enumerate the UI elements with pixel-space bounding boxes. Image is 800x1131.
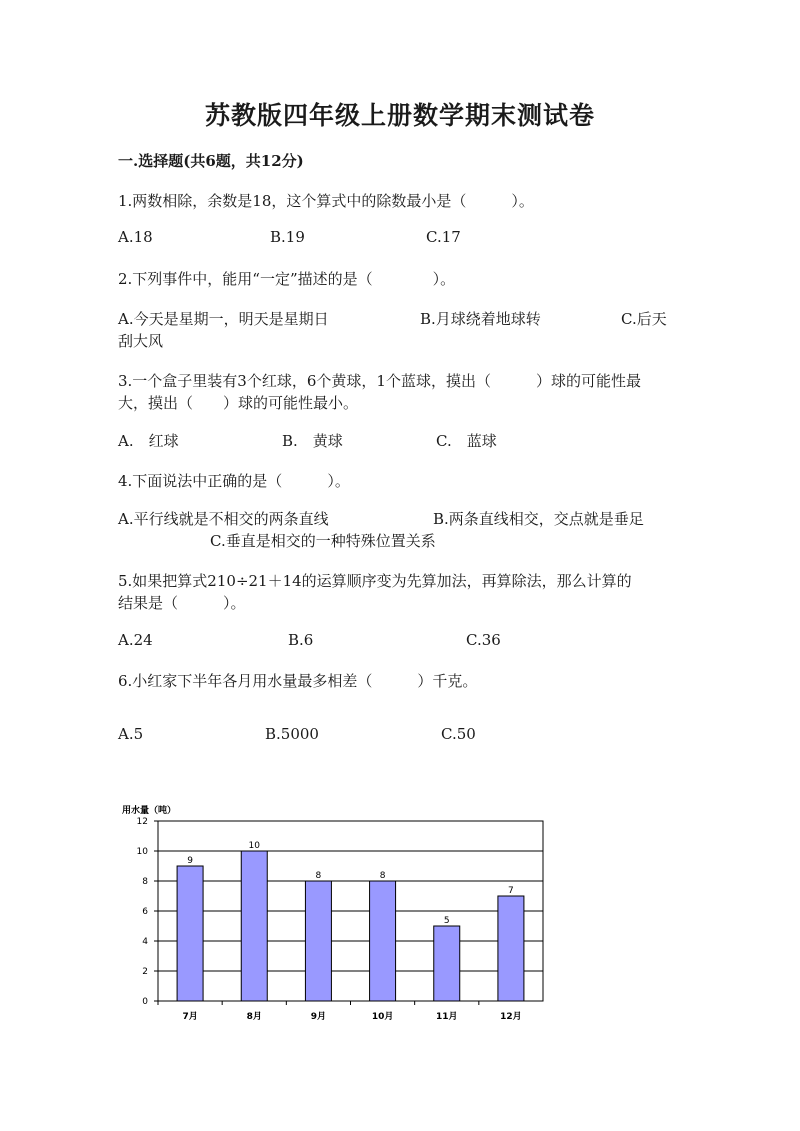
water-usage-bar-chart: [118, 800, 558, 1030]
chart-x-tick-label: 12月: [500, 1012, 522, 1022]
chart-bar-3: [305, 881, 331, 1001]
question-3-text-line-2: 大，摸出（ ）球的可能性最小。: [118, 394, 359, 412]
chart-bar-5: [434, 926, 460, 1001]
chart-data-label: 9: [187, 856, 193, 866]
chart-x-tick-label: 11月: [435, 1012, 458, 1022]
option-b[interactable]: B.5000: [265, 725, 319, 743]
chart-bar-1: [177, 866, 203, 1001]
chart-data-label: 10: [248, 841, 260, 851]
chart-data-label: 5: [443, 916, 450, 926]
chart-bar-6: [498, 896, 524, 1001]
chart-data-label: 8: [379, 871, 386, 881]
option-a[interactable]: A.18: [118, 228, 153, 246]
chart-x-tick-label: 10月: [371, 1012, 394, 1022]
chart-y-tick-label: 10: [136, 847, 148, 857]
question-2-option-c-continued: 刮大风: [118, 332, 164, 350]
option-a[interactable]: A.5: [118, 725, 144, 743]
option-a[interactable]: A.平行线就是不相交的两条直线: [118, 510, 329, 528]
question-2-text: 2.下列事件中，能用“一定”描述的是（ ）。: [118, 270, 456, 288]
option-b[interactable]: B.两条直线相交，交点就是垂足: [433, 510, 644, 528]
chart-data-label: 7: [508, 886, 514, 896]
option-c[interactable]: C.垂直是相交的一种特殊位置关系: [210, 532, 436, 550]
question-1-text: 1.两数相除，余数是18，这个算式中的除数最小是（ ）。: [118, 192, 534, 210]
option-b[interactable]: B.月球绕着地球转: [420, 310, 541, 328]
question-3-text-line-1: 3.一个盒子里装有3个红球，6个黄球，1个蓝球，摸出（ ）球的可能性最: [118, 372, 641, 390]
chart-y-tick-label: 8: [142, 877, 148, 887]
question-5-text-line-1: 5.如果把算式210÷21＋14的运算顺序变为先算加法，再算除法，那么计算的: [118, 572, 632, 590]
option-c[interactable]: C.后天: [621, 310, 667, 328]
option-b[interactable]: B.6: [288, 631, 314, 649]
section-heading: 一.选择题(共6题，共12分): [118, 152, 304, 170]
chart-bar-4: [370, 881, 396, 1001]
page-title: 苏教版四年级上册数学期末测试卷: [204, 101, 595, 130]
chart-x-tick-label: 8月: [246, 1012, 262, 1022]
chart-y-tick-label: 4: [142, 937, 148, 947]
option-c[interactable]: C.50: [441, 725, 476, 743]
question-6-text: 6.小红家下半年各月用水量最多相差（ ）千克。: [118, 672, 478, 690]
chart-data-label: 8: [315, 871, 322, 881]
option-b[interactable]: B. 黄球: [282, 432, 343, 450]
option-a[interactable]: A.今天是星期一，明天是星期日: [118, 310, 329, 328]
chart-x-tick-label: 7月: [182, 1012, 198, 1022]
chart-y-tick-label: 0: [142, 997, 148, 1007]
option-c[interactable]: C. 蓝球: [436, 432, 497, 450]
option-a[interactable]: A.24: [118, 631, 153, 649]
chart-bar-2: [241, 851, 267, 1001]
option-a[interactable]: A. 红球: [118, 432, 179, 450]
option-c[interactable]: C.17: [426, 228, 461, 246]
question-4-text: 4.下面说法中正确的是（ ）。: [118, 472, 350, 490]
question-5-text-line-2: 结果是（ ）。: [118, 594, 246, 612]
chart-y-tick-label: 6: [142, 907, 148, 917]
option-c[interactable]: C.36: [466, 631, 501, 649]
chart-x-tick-label: 9月: [310, 1012, 327, 1022]
chart-y-tick-label: 12: [136, 817, 148, 827]
chart-y-axis-label: 用水量（吨）: [122, 806, 177, 816]
chart-y-tick-label: 2: [142, 967, 148, 977]
option-b[interactable]: B.19: [270, 228, 305, 246]
